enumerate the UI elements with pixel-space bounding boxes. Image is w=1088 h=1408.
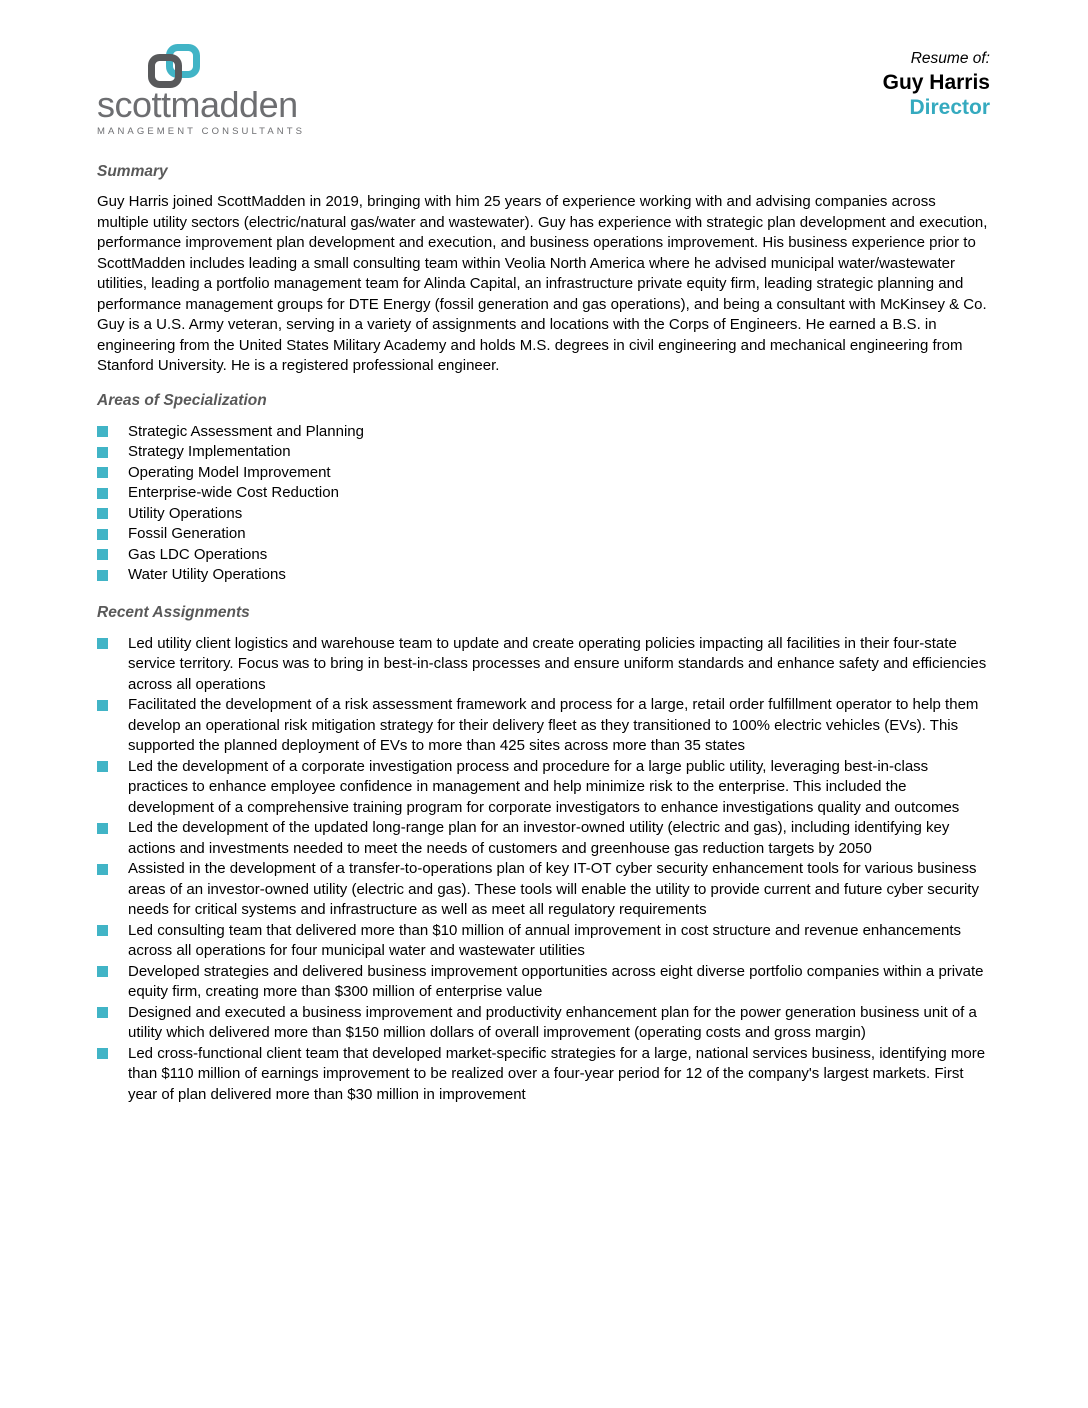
area-item-label: Operating Model Improvement [128,463,331,481]
areas-heading: Areas of Specialization [97,391,267,409]
person-title: Director [909,96,990,119]
bullet-square-icon [97,570,108,581]
bullet-square-icon [97,488,108,499]
logo-interlocking-squares-icon [143,44,307,88]
bullet-square-icon [97,761,108,772]
area-item-label: Fossil Generation [128,525,246,542]
list-item [97,962,990,1003]
list-item [97,921,990,962]
bullet-square-icon [97,864,108,875]
scottmadden-logo [97,44,307,137]
assignment-item-text: Developed strategies and delivered business improvement opportunities across eight diverse portfolio companies within a private equity firm, creating more than $300 million of enterprise value [128,962,984,1000]
assignment-item-text: Led the development of a corporate investigation process and procedure for a large public utility, leveraging best-in-class practices to enhance employee confidence in management and help minimize risk to the enterprise. This included the development of a comprehensive training program for corporate investigators to enhance investigations quality and outcomes [128,757,960,816]
summary-heading: Summary [97,163,168,180]
list-item [97,1003,990,1044]
bullet-square-icon [97,467,108,478]
resume-of-label: Resume of: [910,50,990,67]
summary-paragraph: Guy Harris joined ScottMadden in 2019, bringing with him 25 years of experience working with and advising companies across multiple utility sectors (electric/natural gas/water and wastewater). Guy has experience with strategic plan development and execution, performance improvement plan development and execution, and business operations improvement. His business experience prior to ScottMadden includes leading a small consulting team within Veolia North America where he advised municipal water/wastewater utilities, leading a portfolio management team for Alinda Capital, an infrastructure private equity firm, leading strategic planning and performance management groups for DTE Energy (fossil generation and gas operations), and being a consultant with McKinsey & Co. Guy is a U.S. Army veteran, serving in a variety of assignments and locations with the Corps of Engineers. He earned a B.S. in engineering from the United States Military Academy and holds M.S. degrees in civil engineering and mechanical engineering from Stanford University. He is a registered professional engineer. [97,193,988,374]
bullet-square-icon [97,549,108,560]
bullet-square-icon [97,1007,108,1018]
list-item [97,545,990,566]
assignment-item-text: Facilitated the development of a risk assessment framework and process for a large, retail order fulfillment operator to help them develop an operational risk mitigation strategy for their delivery fleet as they transitioned to 100% electric vehicles (EVs). This supported the planned deployment of EVs to more than 425 sites across more than 35 states [128,696,979,754]
list-item [97,634,990,696]
list-item [97,422,990,443]
bullet-square-icon [97,925,108,936]
list-item [97,483,990,504]
list-item [97,818,990,859]
bullet-square-icon [97,966,108,977]
assignments-list [97,634,990,1106]
assignments-heading: Recent Assignments [97,603,250,621]
bullet-square-icon [97,529,108,540]
list-item [97,859,990,921]
assignment-item-text: Led utility client logistics and warehouse team to update and create operating policies impacting all facilities in their four-state service territory. Focus was to bring in best-in-class processes and ensure uniform standards and enhance safety and efficiencies across all operations [128,634,987,693]
area-item-label: Strategic Assessment and Planning [128,422,364,440]
list-item [97,757,990,819]
bullet-square-icon [97,447,108,458]
area-item-label: Water Utility Operations [128,566,286,583]
logo-wordmark: scottmadden [97,84,298,125]
list-item [97,504,990,525]
person-name: Guy Harris [882,71,990,94]
assignment-item-text: Led cross-functional client team that developed market-specific strategies for a large, national services business, identifying more than $110 million of earnings improvement to be realized over a four-year period for 12 of the company's largest markets. First year of plan delivered more than $30 million in improvement [128,1044,986,1103]
list-item [97,565,990,586]
assignment-item-text: Designed and executed a business improvement and productivity enhancement plan for the power generation business unit of a utility which delivered more than $150 million dollars of overall improvement (operating costs and gross margin) [128,1003,977,1041]
resume-title-block [883,44,990,120]
assignment-item-text: Led the development of the updated long-range plan for an investor-owned utility (electric and gas), including identifying key actions and investments needed to meet the needs of customers and greenhouse gas reduction targets by 2050 [128,819,950,857]
bullet-square-icon [97,426,108,437]
logo-tagline: MANAGEMENT CONSULTANTS [97,126,306,137]
list-item [97,442,990,463]
bullet-square-icon [97,638,108,649]
list-item [97,463,990,484]
areas-list [97,422,990,586]
bullet-square-icon [97,1048,108,1059]
bullet-square-icon [97,700,108,711]
area-item-label: Utility Operations [128,504,243,522]
list-item [97,695,990,757]
area-item-label: Strategy Implementation [128,443,291,460]
bullet-square-icon [97,508,108,519]
bullet-square-icon [97,823,108,834]
list-item [97,524,990,545]
page-header [97,44,990,137]
assignment-item-text: Led consulting team that delivered more than $10 million of annual improvement in cost structure and revenue enhancements across all operations for four municipal water and wastewater utilities [128,921,961,959]
area-item-label: Gas LDC Operations [128,545,268,563]
area-item-label: Enterprise-wide Cost Reduction [128,484,339,501]
list-item [97,1044,990,1106]
assignment-item-text: Assisted in the development of a transfer-to-operations plan of key IT-OT cyber security enhancement tools for various business areas of an investor-owned utility (electric and gas). These tools will enable the utility to provide current and future cyber security needs for critical systems and infrastructure as well as meet all regulatory requirements [128,860,979,918]
